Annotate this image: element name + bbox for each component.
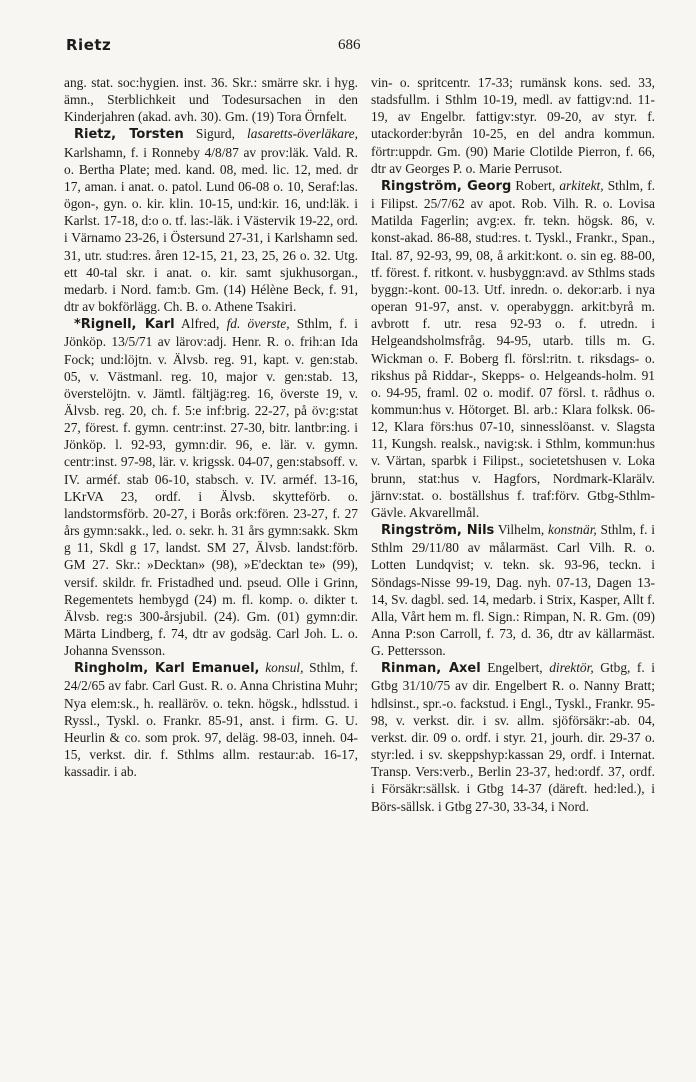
entry-text: Sthlm, f. i Filipst. 25/7/62 av apot. Rob. Vilh. R. o. Lovisa Matilda Fagerlin; avg:ex. fr. tekn. högsk. 86, v. konst-akad. 86-88, stud:res. t. Tyskl., Frankr., Span., Ital. 87, 92-93, 99, 08, å arkit:kont. o. sin eg. 88-00, tf. förest. f. ritkont. v. husbyggn:avd. av Sthlms stads byggn:-kont. 00-13. Utf. inredn. o. dekor:arb. i nya operan 91-97, anst. v. operabyggn. arkit:byrå m. avbrott f. utr. resa 92-93 o. f. utredn. i Helgeandsholmsfråg. 94-95, utarb. tills m. G. Wickman o. F. Boberg fl. försl:ritn. t. riksdags- o. rikshus på Riddar-, Skepps- o. Helgeands-holm. 91 o. 94-95, framl. 02 o. modif. 07 försl. t. rådhus o. kommun:hus v. Hötorget. Bl. arb.: Klara folksk. 06-12, Klara förs:hus 07-10, sinnesslöanst. v. Slagsta 11, Kungsh. realsk., navig:sk. i Sthlm, kommun:hus v. Värtan, sparbk i Filipst., societetshusen v. Loka brunn, stat:hus v. Hagfors, Nordmark-Klarälv. järnv:stat. o. boställshus f. traf:förv. Gtbg-Sthlm-Gävle. Akvarellmål. (371, 177, 656, 520)
page-number: 686 (338, 37, 361, 53)
left-column (64, 74, 358, 780)
entry-text: Sthlm, f. i Sthlm 29/11/80 av målarmäst. Carl Vilh. R. o. Lotten Lundqvist; v. tekn. sk. 93-96, teckn. i Söndags-Nisse 99-19, Dag. nyh. 07-13, Dagen 13-14, Sv. dagbl. sed. 14, medarb. i Strix, Kasper, Allt f. Alla, Vårt hem m. fl. Sign.: Rimpan, N. R. Gm. (09) Anna P:son Carroll, f. 73, d. 36, dtr av källarmäst. G. Pettersson. (371, 522, 655, 659)
continued-entry-text: ang. stat. soc:hygien. inst. 36. Skr.: smärre skr. i hyg. ämn., Sterblichkeit und Todesursachen in den Kinderjahren (akad. avh. 30). Gm. (19) Tora Örnfelt. (64, 75, 358, 125)
entry-name: Rietz, Torsten (74, 127, 184, 143)
entry-name: Ringström, Georg (381, 178, 512, 194)
entry-title: arkitekt, (559, 177, 604, 193)
biography-entry (371, 521, 655, 659)
entry-text: Karlshamn, f. i Ronneby 4/8/87 av prov:läk. Vald. R. o. Bertha Plate; med. kand. 08, med. lic. 12, med. dr 17, aman. i anat. o. patol. Lund 06-08 o. 10, Seraf:las. ögon-, gyn. o. kir. klin. 10-15, und:kir. 16, und:läk. i Karlst. 17-18, d:o o. tf. las:-läk. i Västervik 19-22, ord. i Värnamo 23-26, i Östersund 27-31, i Karlshamn sed. 31, utr. stud:res. åren 12-15, 21, 23, 25, 26 o. 32. Utg. ett 40-tal skr. i anat. o. kir. samt sjukhusorgan., medarb. i Nord. fam:b. Gm. (14) Hélène Beck, f. 91, dtr av bokförlägg. Ch. B. o. Athene Tsakiri. (64, 144, 358, 315)
biography-entry (64, 659, 358, 780)
right-column (371, 74, 655, 815)
biography-entry (64, 315, 358, 659)
entry-given-name: Sigurd, (183, 126, 235, 142)
running-head-surname: Rietz (66, 36, 112, 54)
entry-given-name: Engelbert, (480, 660, 543, 676)
entry-name: Rinman, Axel (381, 661, 481, 677)
entry-given-name: Vilhelm, (494, 522, 545, 538)
biography-entry (371, 659, 655, 814)
entry-title: direktör, (549, 660, 594, 676)
biography-entry (64, 125, 358, 315)
entry-text: Sthlm, f. i Jönköp. 13/5/71 av lärov:adj. Henr. R. o. frih:an Ida Fock; und:löjtn. v. Älvsb. reg. 91, kapt. v. gen:stab. 05, v. Västmanl. reg. 10, major v. gen:stab. 13, överstelöjtn. v. Jämtl. fältjäg:reg. 16, överste 19, v. Älvsb. reg. 20, ch. f. 5:e inf:brig. 22-27, på öv:g:stat 27, förest. f. gymn. centr:inst. 27-30, bitr. lantbr:ing. i Jönköp. l. 92-93, gymn:dir. 96, e. lär. v. gymn. centr:inst. 97-98, lär. v. krigssk. 04-07, gen:stabsoff. v. IV. arméf. stab 06-10, stabsch. v. IV. arméf. 13-16, LKrVA 23, ordf. i Älvsb. skytteförb. o. landstormsförb. 20-27, i Borås ork:fören. 23-27, f. 27 års gymn:sakk., led. o. sekr. h. 31 års gymn:sakk. Skm g 11, Skdl g 17, landst. SM 27, Älvsb. landst:förb. GM 27. Skr.: »Decktan» (98), »E'decktan te» (99), versif. skildr. fr. Fristadhed und. pseud. Olle i Grinn, Regementets hembygd (24) m. fl. komp. o. dikter t. Älvsb. reg:s 300-årsjubil. (24). Gm. (01) gymn:dir. Märta Lindberg, f. 74, dtr av godsäg. Carl Joh. L. o. Johanna Svensson. (64, 316, 359, 659)
continued-entry-text: vin- o. spritcentr. 17-33; rumänsk kons. sed. 33, stadsfullm. i Sthlm 10-19, medl. av fattigv:nd. 11-19, av Engelbr. fattigv:styr. 09-20, av styr. f. utackorder:byrån 10-25, en del andra kommun. förtr:uppdr. Gm. (90) Marie Clotilde Pierron, f. 66, dtr av Georges P. o. Marie Perrusot. (371, 75, 655, 176)
entry-name: Ringholm, Karl Emanuel, (74, 661, 260, 677)
entry-title: konstnär, (548, 522, 597, 538)
biography-entry (371, 177, 655, 521)
entry-text: Gtbg, f. i Gtbg 31/10/75 av dir. Engelbert R. o. Nanny Bratt; hdlsinst., spr.-o. fackstud. i Engl., Tyskl., Frankr. 95-98, v. verkst. dir. i sv. allm. sjöförsäkr:-ab. 04, verkst. dir. 09 o. ordf. i styr. 21, jourh. dir. 29-37 o. styr:led. i sv. skeppshyp:kassan 29, ordf. i Internat. Transp. Vers:verb., Berlin 23-37, hed:ordf. 37, ordf. i Försäkr:sällsk. i Gtbg 14-37 (däreft. hed:led.), i Börs-sällsk. i Gtbg 27-30, 33-34, i Nord. (371, 660, 655, 814)
entry-title: lasaretts-överläkare, (247, 126, 358, 142)
entry-name: *Rignell, Karl (74, 317, 175, 333)
entry-title: fd. överste, (226, 316, 290, 332)
entry-text: Sthlm, f. 24/2/65 av fabr. Carl Gust. R. o. Anna Christina Muhr; Nya elem:sk., h. realläröv. o. tekn. högsk., hdlsstud. i Ryssl., Tyskl. o. Frankr. 85-91, anst. i firm. G. U. Heurlin & co. som prok. 97, deläg. 98-03, inneh. 04-15, verkst. dir. f. Sthlms allm. restaur:ab. 16-17, kassadir. i ab. (64, 660, 358, 780)
entry-title: konsul, (265, 660, 304, 676)
entry-given-name: Alfred, (174, 316, 220, 332)
entry-given-name: Robert, (511, 177, 556, 193)
entry-name: Ringström, Nils (381, 523, 495, 539)
